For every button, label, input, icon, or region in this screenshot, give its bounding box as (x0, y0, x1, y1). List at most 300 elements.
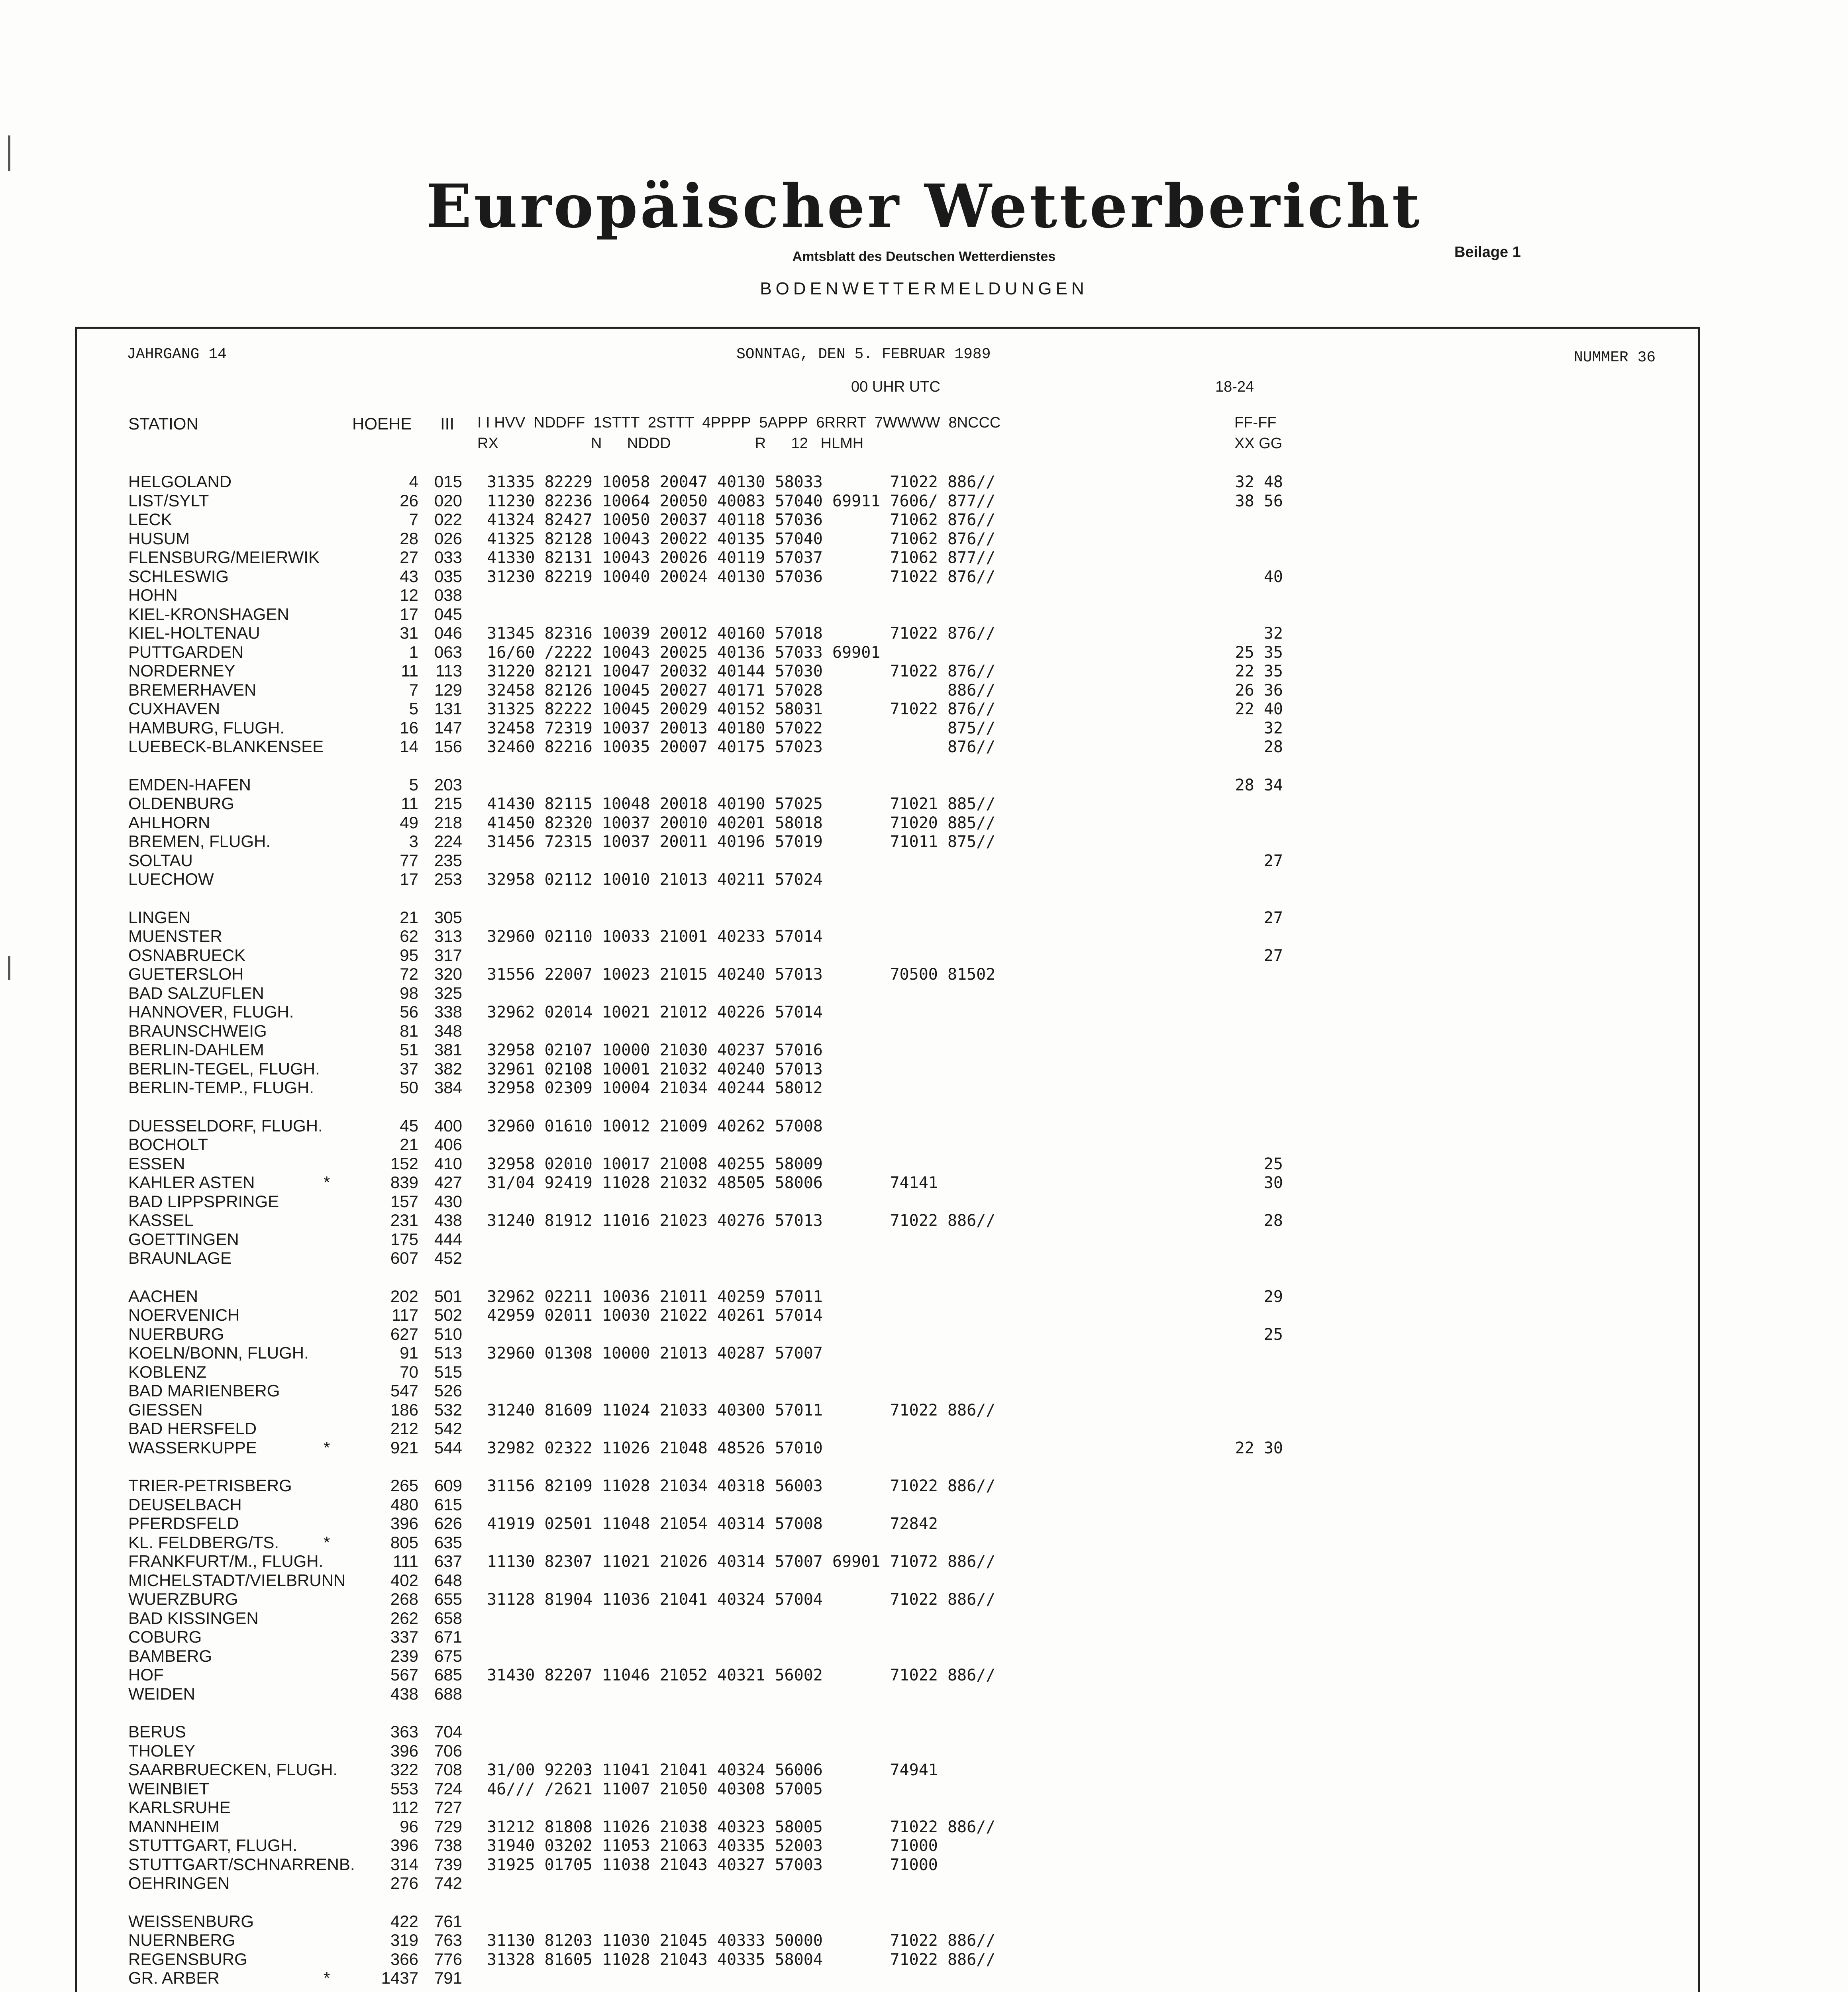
mountain-station-mark: * (324, 1438, 330, 1457)
station-index: 348 (434, 1021, 462, 1040)
station-name: KL. FELDBERG/TS. (128, 1533, 279, 1552)
station-name: LUEBECK-BLANKENSEE (128, 737, 324, 756)
station-height: 91 (400, 1343, 418, 1362)
station-index: 526 (434, 1381, 462, 1400)
station-name: AHLHORN (128, 813, 210, 832)
synop-code-groups: 32961 02108 10001 21032 40240 57013 (487, 1060, 823, 1078)
station-name: BAD SALZUFLEN (128, 983, 264, 1002)
mountain-station-mark: * (324, 1173, 330, 1192)
station-height: 11 (401, 661, 418, 680)
station-name: DUESSELDORF, FLUGH. (128, 1116, 323, 1135)
section-heading: BODENWETTERMELDUNGEN (760, 279, 1088, 298)
station-height: 117 (392, 1306, 418, 1324)
mountain-station-mark: * (324, 1533, 330, 1552)
station-index: 739 (434, 1855, 462, 1874)
station-height: 27 (400, 548, 418, 567)
synop-code-groups: 32962 02014 10021 21012 40226 57014 (487, 1003, 823, 1021)
wind-gust-values: 40 (1263, 567, 1283, 586)
station-name: REGENSBURG (128, 1949, 247, 1968)
station-index: 675 (434, 1646, 462, 1665)
column-header-wind: FF-FF (1234, 414, 1277, 431)
station-index: 655 (434, 1590, 462, 1608)
station-height: 202 (390, 1286, 418, 1306)
station-index: 544 (434, 1438, 462, 1457)
station-height: 98 (400, 983, 418, 1002)
supplement-label: Beilage 1 (1454, 244, 1521, 261)
station-height: 262 (390, 1608, 418, 1627)
station-name: PFERDSFELD (128, 1514, 239, 1533)
station-height: 21 (400, 1135, 418, 1154)
synop-code-groups: 31456 72315 10037 20011 40196 57019 71011 875// (487, 833, 996, 851)
station-index: 131 (434, 699, 462, 718)
station-index: 235 (434, 851, 462, 870)
station-height: 438 (390, 1684, 418, 1703)
station-name: NUERNBERG (128, 1931, 235, 1949)
station-height: 805 (390, 1533, 418, 1552)
station-index: 253 (434, 870, 462, 888)
station-name: OEHRINGEN (128, 1874, 230, 1892)
station-index: 626 (434, 1514, 462, 1533)
station-height: 7 (409, 680, 418, 699)
station-index: 635 (434, 1533, 462, 1552)
wind-gust-values: 25 35 (1235, 643, 1283, 662)
station-index: 510 (434, 1324, 462, 1343)
synop-code-groups: 32458 82126 10045 20027 40171 57028 886// (487, 681, 996, 700)
synop-code-groups: 31130 81203 11030 21045 40333 50000 71022 886// (487, 1931, 996, 1950)
station-name: DEUSELBACH (128, 1495, 242, 1514)
station-height: 31 (400, 623, 418, 642)
station-index: 215 (434, 794, 462, 813)
station-name: PUTTGARDEN (128, 642, 244, 661)
station-index: 615 (434, 1495, 462, 1514)
station-index: 708 (434, 1760, 462, 1779)
report-date: SONNTAG, DEN 5. FEBRUAR 1989 (736, 346, 991, 363)
station-index: 313 (434, 927, 462, 945)
column-header-station: STATION (128, 414, 198, 433)
station-name: BREMERHAVEN (128, 680, 257, 699)
station-name: EMDEN-HAFEN (128, 775, 251, 794)
synop-code-groups: 31128 81904 11036 21041 40324 57004 71022 886// (487, 1590, 996, 1609)
station-index: 317 (434, 945, 462, 965)
synop-code-groups: 31/00 92203 11041 21041 40324 56006 74941 (487, 1761, 938, 1779)
synop-code-groups: 31335 82229 10058 20047 40130 58033 71022 886// (487, 473, 996, 491)
station-name: WEIDEN (128, 1684, 195, 1703)
station-index: 727 (434, 1798, 462, 1817)
station-name: KASSEL (128, 1211, 194, 1229)
wind-gust-values: 32 48 (1235, 473, 1283, 491)
station-name: BOCHOLT (128, 1135, 208, 1154)
station-height: 627 (390, 1324, 418, 1343)
issue-number: NUMMER 36 (1574, 349, 1656, 366)
station-name: BRAUNLAGE (128, 1249, 232, 1267)
station-index: 542 (434, 1419, 462, 1438)
station-index: 513 (434, 1343, 462, 1362)
wind-gust-values: 22 35 (1235, 662, 1283, 680)
synop-code-groups: 41450 82320 10037 20010 40201 58018 71020 885// (487, 814, 996, 832)
synop-code-groups: 32962 02211 10036 21011 40259 57011 (487, 1287, 823, 1306)
station-index: 320 (434, 965, 462, 983)
synop-code-groups: 31240 81912 11016 21023 40276 57013 71022 886// (487, 1212, 996, 1230)
station-height: 62 (400, 927, 418, 945)
station-index: 063 (434, 642, 462, 661)
observation-time: 00 UHR UTC (851, 378, 940, 395)
station-index: 020 (434, 491, 462, 510)
station-index: 406 (434, 1135, 462, 1154)
station-height: 1 (409, 642, 418, 661)
station-index: 338 (434, 1002, 462, 1021)
station-height: 422 (390, 1912, 418, 1931)
station-height: 607 (390, 1249, 418, 1267)
synop-code-groups: 41324 82427 10050 20037 40118 57036 71062 876// (487, 511, 996, 529)
station-height: 396 (390, 1514, 418, 1533)
station-height: 839 (390, 1173, 418, 1192)
synop-code-groups: 11230 82236 10064 20050 40083 57040 69911 7606/ 877// (487, 492, 996, 510)
station-name: HELGOLAND (128, 472, 232, 491)
station-name: SOLTAU (128, 851, 193, 870)
station-index: 609 (434, 1476, 462, 1495)
station-name: WUERZBURG (128, 1590, 238, 1608)
station-index: 045 (434, 604, 462, 623)
wind-gust-values: 32 (1263, 624, 1283, 643)
station-height: 1437 (381, 1968, 418, 1987)
station-index: 685 (434, 1665, 462, 1684)
station-name: GUETERSLOH (128, 965, 244, 983)
station-index: 015 (434, 472, 462, 491)
station-name: BERLIN-DAHLEM (128, 1040, 264, 1059)
synop-code-groups: 31556 22007 10023 21015 40240 57013 70500 81502 (487, 965, 996, 984)
synop-code-groups: 31240 81609 11024 21033 40300 57011 71022 886// (487, 1401, 996, 1419)
station-name: KIEL-KRONSHAGEN (128, 604, 289, 623)
station-index: 129 (434, 680, 462, 699)
station-index: 532 (434, 1400, 462, 1419)
station-name: LINGEN (128, 908, 191, 927)
synop-code-groups: 11130 82307 11021 21026 40314 57007 69901 71072 886// (487, 1553, 996, 1571)
synop-code-groups: 32958 02112 10010 21013 40211 57024 (487, 871, 823, 889)
station-height: 3 (409, 832, 418, 851)
synop-code-groups: 32960 01308 10000 21013 40287 57007 (487, 1344, 823, 1363)
station-height: 175 (390, 1229, 418, 1249)
station-height: 51 (400, 1040, 418, 1059)
station-name: BERLIN-TEGEL, FLUGH. (128, 1059, 320, 1078)
synop-code-groups: 31940 03202 11053 21063 40335 52003 71000 (487, 1837, 938, 1855)
column-header-height: HOEHE (352, 414, 412, 433)
station-name: WEINBIET (128, 1779, 210, 1798)
station-index: 026 (434, 529, 462, 548)
station-height: 43 (400, 567, 418, 586)
station-name: HOHN (128, 586, 178, 604)
station-index: 452 (434, 1249, 462, 1267)
synop-code-groups: 31345 82316 10039 20012 40160 57018 71022 876// (487, 624, 996, 643)
station-name: STUTTGART, FLUGH. (128, 1836, 297, 1855)
synop-code-groups: 31212 81808 11026 21038 40323 58005 71022 886// (487, 1818, 996, 1836)
station-name: WEISSENBURG (128, 1912, 254, 1931)
synop-code-groups: 32982 02322 11026 21048 48526 57010 (487, 1439, 823, 1457)
station-height: 96 (400, 1817, 418, 1836)
station-height: 14 (400, 737, 418, 756)
synop-code-groups: 31156 82109 11028 21034 40318 56003 71022 886// (487, 1477, 996, 1495)
wind-gust-values: 29 (1263, 1287, 1283, 1306)
station-name: HAMBURG, FLUGH. (128, 718, 285, 737)
station-height: 77 (400, 851, 418, 870)
station-name: BERLIN-TEMP., FLUGH. (128, 1078, 314, 1097)
station-height: 56 (400, 1002, 418, 1021)
column-header-wind-sub: XX GG (1234, 435, 1283, 452)
column-header-codes: I I HVV NDDFF 1STTT 2STTT 4PPPP 5APPP 6RRRT 7WWWW 8NCCC (477, 414, 1001, 431)
wind-gust-values: 27 (1263, 908, 1283, 927)
station-name: COBURG (128, 1627, 202, 1646)
station-height: 21 (400, 908, 418, 927)
station-index: 400 (434, 1116, 462, 1135)
station-height: 17 (400, 870, 418, 888)
station-index: 501 (434, 1286, 462, 1306)
station-index: 203 (434, 775, 462, 794)
station-name: NORDERNEY (128, 661, 235, 680)
wind-gust-values: 27 (1263, 946, 1283, 965)
station-height: 547 (390, 1381, 418, 1400)
synop-code-groups: 31325 82222 10045 20029 40152 58031 71022 876// (487, 700, 996, 718)
station-height: 111 (393, 1552, 418, 1570)
station-height: 26 (400, 491, 418, 510)
wind-gust-values: 22 30 (1235, 1439, 1283, 1457)
synop-code-groups: 32458 72319 10037 20013 40180 57022 875// (487, 719, 996, 737)
synop-code-groups: 32960 01610 10012 21009 40262 57008 (487, 1117, 823, 1135)
station-height: 7 (409, 510, 418, 529)
station-height: 11 (401, 794, 418, 813)
station-name: HANNOVER, FLUGH. (128, 1002, 294, 1021)
station-name: LIST/SYLT (128, 491, 209, 510)
station-height: 231 (390, 1211, 418, 1229)
station-index: 444 (434, 1229, 462, 1249)
station-index: 022 (434, 510, 462, 529)
mountain-station-mark: * (324, 1968, 330, 1987)
station-name: BAD MARIENBERG (128, 1381, 280, 1400)
station-index: 763 (434, 1931, 462, 1949)
station-index: 147 (434, 718, 462, 737)
station-height: 157 (390, 1192, 418, 1211)
wind-gust-values: 25 (1263, 1155, 1283, 1173)
station-height: 45 (400, 1116, 418, 1135)
wind-gust-values: 28 (1263, 738, 1283, 756)
synop-code-groups: 31/04 92419 11028 21032 48505 58006 74141 (487, 1174, 938, 1192)
station-index: 648 (434, 1570, 462, 1590)
station-index: 729 (434, 1817, 462, 1836)
wind-gust-values: 38 56 (1235, 492, 1283, 510)
station-name: OLDENBURG (128, 794, 235, 813)
column-header-codes-sub: RX N NDDD R 12 HLMH (477, 435, 864, 452)
station-height: 363 (390, 1722, 418, 1741)
station-index: 381 (434, 1040, 462, 1059)
station-index: 325 (434, 983, 462, 1002)
synop-code-groups: 31230 82219 10040 20024 40130 57036 71022 876// (487, 567, 996, 586)
station-name: MUENSTER (128, 927, 222, 945)
station-name: BRAUNSCHWEIG (128, 1021, 267, 1040)
synop-code-groups: 32958 02309 10004 21034 40244 58012 (487, 1079, 823, 1097)
station-index: 776 (434, 1949, 462, 1968)
synop-code-groups: 31220 82121 10047 20032 40144 57030 71022 876// (487, 662, 996, 680)
synop-code-groups: 32958 02010 10017 21008 40255 58009 (487, 1155, 823, 1173)
station-height: 5 (409, 699, 418, 718)
station-height: 5 (409, 775, 418, 794)
station-height: 12 (400, 586, 418, 604)
station-height: 314 (390, 1855, 418, 1874)
station-name: KAHLER ASTEN (128, 1173, 255, 1192)
station-index: 724 (434, 1779, 462, 1798)
station-index: 438 (434, 1211, 462, 1229)
station-index: 156 (434, 737, 462, 756)
station-height: 37 (400, 1059, 418, 1078)
station-name: GOETTINGEN (128, 1229, 239, 1249)
synop-code-groups: 42959 02011 10030 21022 40261 57014 (487, 1306, 823, 1325)
station-height: 276 (390, 1874, 418, 1892)
station-name: KIEL-HOLTENAU (128, 623, 260, 642)
station-index: 224 (434, 832, 462, 851)
synop-code-groups: 31925 01705 11038 21043 40327 57003 71000 (487, 1855, 938, 1874)
station-height: 268 (390, 1590, 418, 1608)
station-height: 337 (390, 1627, 418, 1646)
station-name: GR. ARBER (128, 1968, 220, 1987)
station-index: 113 (436, 661, 462, 680)
station-height: 921 (390, 1438, 418, 1457)
station-height: 152 (390, 1154, 418, 1173)
station-name: ESSEN (128, 1154, 185, 1173)
station-name: KOELN/BONN, FLUGH. (128, 1343, 309, 1362)
station-name: HUSUM (128, 529, 190, 548)
station-height: 480 (390, 1495, 418, 1514)
station-index: 035 (434, 567, 462, 586)
station-height: 567 (390, 1665, 418, 1684)
station-name: TRIER-PETRISBERG (128, 1476, 292, 1495)
station-name: STUTTGART/SCHNARRENB. (128, 1855, 355, 1874)
station-index: 704 (434, 1722, 462, 1741)
station-name: SCHLESWIG (128, 567, 229, 586)
station-height: 50 (400, 1078, 418, 1097)
station-height: 322 (390, 1760, 418, 1779)
station-index: 427 (434, 1173, 462, 1192)
synop-code-groups: 16/60 /2222 10043 20025 40136 57033 69901 (487, 643, 881, 662)
station-height: 95 (400, 945, 418, 965)
station-name: AACHEN (128, 1286, 198, 1306)
station-name: HOF (128, 1665, 164, 1684)
station-index: 515 (434, 1362, 462, 1381)
station-name: WASSERKUPPE (128, 1438, 257, 1457)
station-index: 658 (434, 1608, 462, 1627)
station-name: BAD KISSINGEN (128, 1608, 259, 1627)
station-height: 239 (390, 1646, 418, 1665)
station-index: 033 (434, 548, 462, 567)
station-index: 761 (434, 1912, 462, 1931)
wind-gust-values: 28 (1263, 1212, 1283, 1230)
station-name: BAMBERG (128, 1646, 212, 1665)
station-height: 553 (390, 1779, 418, 1798)
station-name: BAD HERSFELD (128, 1419, 257, 1438)
wind-gust-values: 28 34 (1235, 776, 1283, 794)
station-name: NUERBURG (128, 1324, 224, 1343)
station-index: 688 (434, 1684, 462, 1703)
scan-margin-mark (8, 956, 10, 980)
column-header-index: III (440, 414, 455, 433)
station-index: 671 (434, 1627, 462, 1646)
publisher-subtitle: Amtsblatt des Deutschen Wetterdienstes (792, 249, 1056, 264)
wind-gust-values: 22 40 (1235, 700, 1283, 718)
station-height: 265 (390, 1476, 418, 1495)
scan-margin-mark (8, 135, 10, 171)
station-height: 81 (400, 1021, 418, 1040)
wind-gust-values: 30 (1263, 1174, 1283, 1192)
station-name: GIESSEN (128, 1400, 203, 1419)
station-name: THOLEY (128, 1741, 196, 1760)
station-name: KOBLENZ (128, 1362, 207, 1381)
station-index: 742 (434, 1874, 462, 1892)
station-height: 212 (390, 1419, 418, 1438)
station-index: 384 (434, 1078, 462, 1097)
synop-code-groups: 31328 81605 11028 21043 40335 58004 71022 886// (487, 1950, 996, 1969)
station-index: 430 (434, 1192, 462, 1211)
station-name: BERUS (128, 1722, 186, 1741)
synop-code-groups: 41919 02501 11048 21054 40314 57008 72842 (487, 1515, 938, 1533)
station-height: 186 (390, 1400, 418, 1419)
station-height: 4 (409, 472, 418, 491)
synop-code-groups: 46/// /2621 11007 21050 40308 57005 (487, 1780, 823, 1798)
station-name: KARLSRUHE (128, 1798, 231, 1817)
station-height: 396 (390, 1836, 418, 1855)
period-range: 18-24 (1215, 378, 1254, 395)
station-name: BAD LIPPSPRINGE (128, 1192, 279, 1211)
station-index: 038 (434, 586, 462, 604)
station-name: FRANKFURT/M., FLUGH. (128, 1552, 324, 1570)
station-height: 112 (392, 1798, 418, 1817)
synop-code-groups: 32460 82216 10035 20007 40175 57023 876// (487, 738, 996, 756)
wind-gust-values: 32 (1263, 719, 1283, 737)
station-height: 49 (400, 813, 418, 832)
station-name: SAARBRUECKEN, FLUGH. (128, 1760, 338, 1779)
synop-code-groups: 41325 82128 10043 20022 40135 57040 71062 876// (487, 529, 996, 548)
volume-label: JAHRGANG 14 (127, 346, 227, 363)
station-index: 791 (434, 1968, 462, 1987)
station-name: NOERVENICH (128, 1306, 240, 1324)
station-height: 319 (390, 1931, 418, 1949)
station-height: 16 (400, 718, 418, 737)
page-title: Europäischer Wetterbericht (426, 171, 1422, 241)
station-name: CUXHAVEN (128, 699, 220, 718)
station-name: FLENSBURG/MEIERWIK (128, 548, 320, 567)
station-index: 382 (434, 1059, 462, 1078)
station-name: LUECHOW (128, 870, 214, 888)
station-index: 218 (434, 813, 462, 832)
station-height: 396 (390, 1741, 418, 1760)
station-index: 305 (434, 908, 462, 927)
synop-code-groups: 41430 82115 10048 20018 40190 57025 71021 885// (487, 795, 996, 813)
station-height: 402 (390, 1570, 418, 1590)
station-index: 738 (434, 1836, 462, 1855)
station-height: 28 (400, 529, 418, 548)
station-height: 366 (390, 1949, 418, 1968)
station-index: 046 (434, 623, 462, 642)
station-index: 502 (434, 1306, 462, 1324)
wind-gust-values: 26 36 (1235, 681, 1283, 700)
station-index: 706 (434, 1741, 462, 1760)
synop-code-groups: 32958 02107 10000 21030 40237 57016 (487, 1041, 823, 1059)
station-name: BREMEN, FLUGH. (128, 832, 271, 851)
station-height: 17 (400, 604, 418, 623)
station-height: 70 (400, 1362, 418, 1381)
station-name: MICHELSTADT/VIELBRUNN (128, 1570, 346, 1590)
wind-gust-values: 25 (1263, 1325, 1283, 1344)
station-name: LECK (128, 510, 172, 529)
station-index: 410 (434, 1154, 462, 1173)
wind-gust-values: 27 (1263, 851, 1283, 870)
station-name: MANNHEIM (128, 1817, 220, 1836)
synop-code-groups: 31430 82207 11046 21052 40321 56002 71022 886// (487, 1666, 996, 1684)
